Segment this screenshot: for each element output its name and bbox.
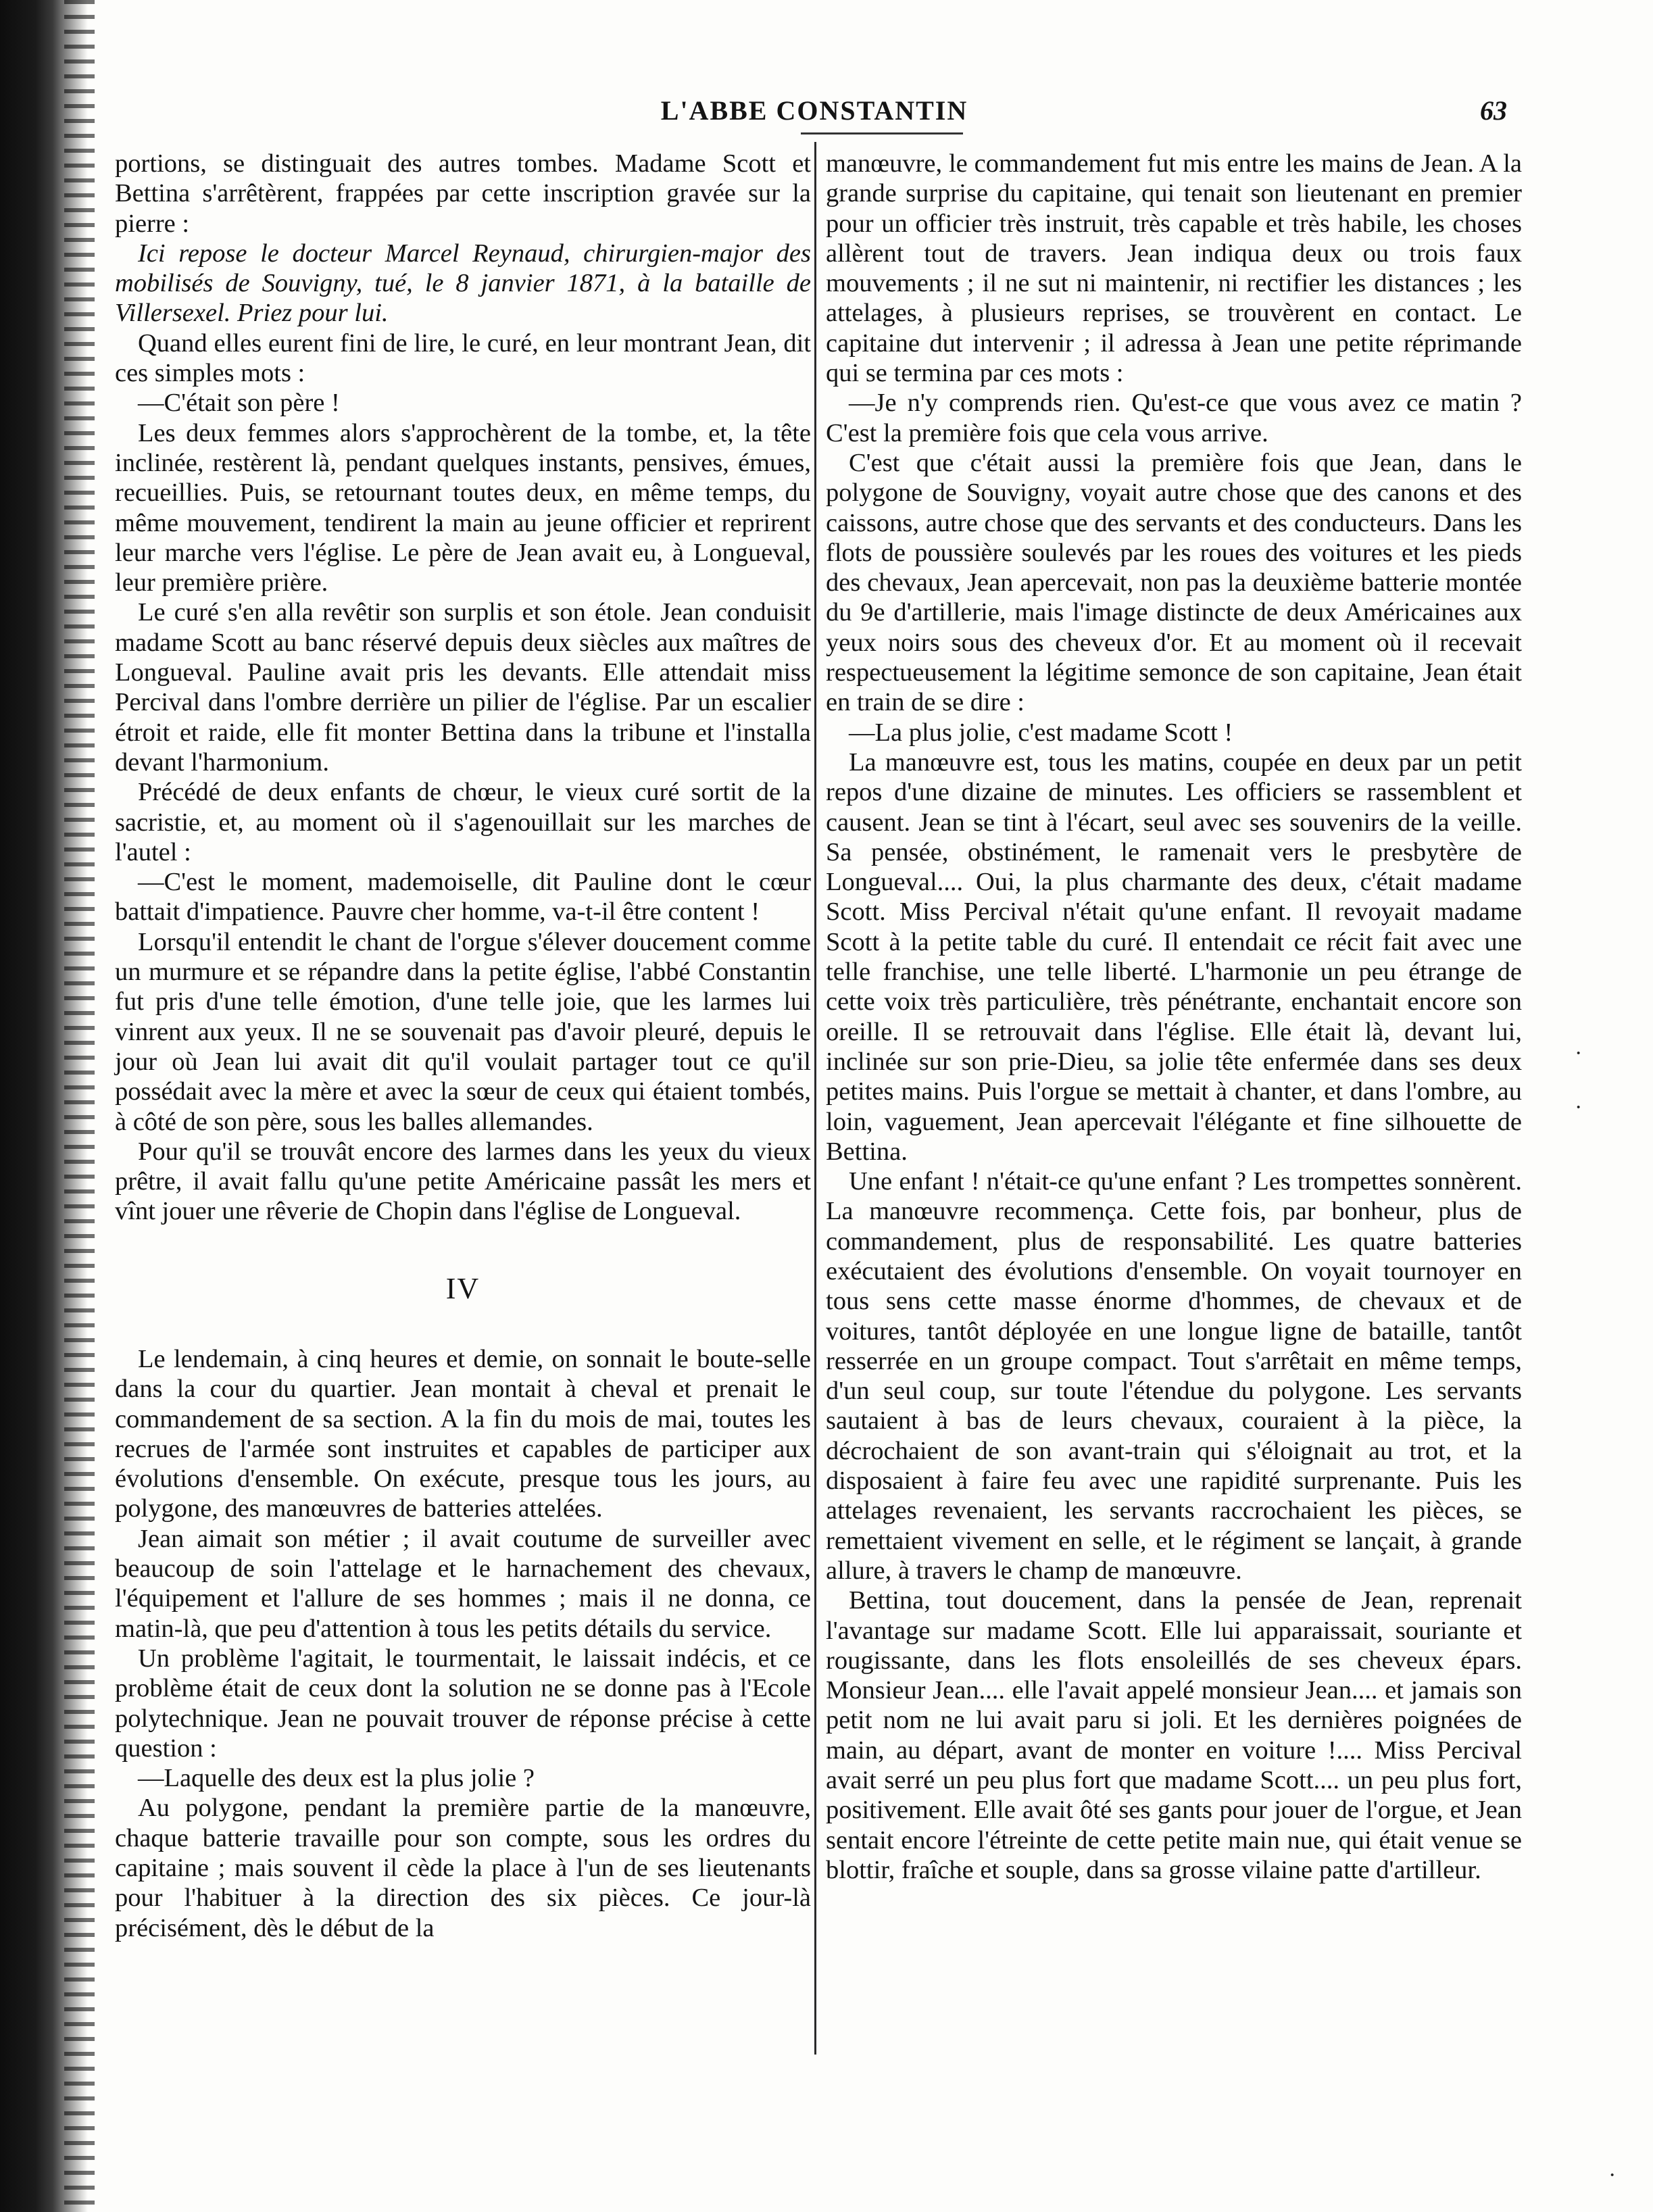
paragraph: C'est que c'était aussi la première fois que Jean, dans le polygone de Souvigny, voyait autre chose que des canons et des caissons, autre chose que des servants et des conducteurs. Dans les flots de poussière soulevés par les roues des voitures et les pieds des chevaux, Jean apercevait, non pas la deuxième batterie montée du 9e d'artillerie, mais l'image distincte de deux Américaines aux yeux noirs sous des cheveux d'or. Et au moment où il recevait respectueusement la légitime semonce de son capitaine, Jean était en train de se dire : (826, 448, 1522, 717)
page-number: 63 (1480, 95, 1507, 126)
paragraph: Un problème l'agitait, le tourmentait, le laissait indécis, et ce problème était de ceux dont la solution ne se donne pas à l'Ecole polytechnique. Jean ne pouvait trouver de réponse précise à cette question : (115, 1644, 811, 1763)
paragraph: Au polygone, pendant la première partie de la manœuvre, chaque batterie travaille pour son compte, sous les ordres du capitaine ; mais souvent il cède la place à l'un de ses lieutenants pour l'habituer à la direction des six pièces. Ce jour-là précisément, dès le début de la (115, 1794, 811, 1942)
chapter-heading: IV (445, 1271, 480, 1305)
margin-speck: · (1575, 1041, 1583, 1066)
paragraph: Le curé s'en alla revêtir son surplis et son étole. Jean conduisit madame Scott au banc réservé depuis deux siècles aux maîtres de Longueval. Pauline avait pris les devants. Elle attendait miss Percival dans l'ombre derrière un pilier de l'église. Par un escalier étroit et raide, elle fit monter Bettina dans la tribune et l'installa devant l'harmonium. (115, 598, 811, 777)
margin-speck: · (1608, 2163, 1617, 2188)
paragraph: manœuvre, le commandement fut mis entre les mains de Jean. A la grande surprise du capitaine, qui tenait son lieutenant en premier pour un officier très instruit, très capable et très habile, les choses allèrent tout de travers. Jean indiqua deux ou trois faux mouvements ; il ne sut ni maintenir, ni rectifier les distances ; les attelages, à plusieurs reprises, se trouvèrent en contact. Le capitaine dut intervenir ; il adressa à Jean une petite réprimande qui se termina par ces mots : (826, 149, 1522, 388)
paragraph: Pour qu'il se trouvât encore des larmes dans les yeux du vieux prêtre, il avait fallu qu'une petite Américaine passât les mers et vînt jouer une rêverie de Chopin dans l'église de Longueval. (115, 1137, 811, 1226)
paragraph: Les deux femmes alors s'approchèrent de la tombe, et, la tête inclinée, restèrent là, pendant quelques instants, pensives, émues, recueillies. Puis, se retournant toutes deux, en même temps, du même mouvement, tendirent la main au jeune officier et reprirent leur marche vers l'église. Le père de Jean avait eu, à Longueval, leur première prière. (115, 418, 811, 597)
paragraph: Le lendemain, à cinq heures et demie, on sonnait le boute-selle dans la cour du quartier. Jean montait à cheval et prenait le commandement de sa section. A la fin du mois de mai, toutes les recrues de l'armée sont instruites et capables de participer aux évolutions d'ensemble. On exécute, presque tous les jours, au polygone, des manœuvres de batteries attelées. (115, 1344, 811, 1523)
paragraph: Lorsqu'il entendit le chant de l'orgue s'élever doucement comme un murmure et se répandre dans la petite église, l'abbé Constantin fut pris d'une telle émotion, d'une telle joie, que les larmes lui vinrent aux yeux. Il ne se souvenait pas d'avoir pleuré, depuis le jour où Jean lui avait dit qu'il voulait partager tout ce qu'il possédait avec la mère et avec la sœur de ceux qui étaient tombés, à côté de son père, sous les balles allemandes. (115, 927, 811, 1136)
left-column (115, 149, 811, 1943)
spine-scan-noise (64, 0, 95, 2212)
column-divider (814, 142, 816, 2055)
running-title: L'ABBE CONSTANTIN (660, 95, 968, 126)
dialogue-line: —Laquelle des deux est la plus jolie ? (138, 1764, 535, 1793)
page-header (122, 95, 1507, 128)
margin-speck: · (1575, 1095, 1583, 1120)
paragraph: Une enfant ! n'était-ce qu'une enfant ? Les trompettes sonnèrent. La manœuvre recommença. Cette fois, par bonheur, plus de commandement, plus de responsabilité. Les quatre batteries exécutaient des évolutions d'ensemble. On voyait tournoyer en tous sens cette masse énorme d'hommes, de chevaux et de voitures, tantôt déployée en une longue ligne de bataille, tantôt resserrée en un groupe compact. Tout s'arrêtait en même temps, d'un seul coup, sur toute l'étendue du polygone. Les servants sautaient à bas de leurs chevaux, couraient à la pièce, la décrochaient de son avant-train qui s'éloignait au trot, et la disposaient à faire feu avec une rapidité surprenante. Puis les attelages revenaient, les servants raccrochaient les pièces, se remettaient vivement en selle, et le régiment se lançait, à grande allure, à travers le champ de manœuvre. (826, 1167, 1522, 1585)
paragraph: portions, se distinguait des autres tombes. Madame Scott et Bettina s'arrêtèrent, frappées par cette inscription gravée sur la pierre : (115, 149, 811, 238)
dialogue-line: —Je n'y comprends rien. Qu'est-ce que vous avez ce matin ? C'est la première fois que cela vous arrive. (826, 389, 1522, 447)
paragraph: Quand elles eurent fini de lire, le curé, en leur montrant Jean, dit ces simples mots : (115, 328, 811, 388)
dialogue-line: —C'est le moment, mademoiselle, dit Pauline dont le cœur battait d'impatience. Pauvre cher homme, va-t-il être content ! (115, 868, 811, 927)
right-column (826, 149, 1522, 1885)
paragraph: Jean aimait son métier ; il avait coutume de surveiller avec beaucoup de soin l'attelage et le harnachement des chevaux, l'équipement et l'allure de ses hommes ; mais il ne donna, ce matin-là, que peu d'attention à tous les petits détails du service. (115, 1524, 811, 1643)
header-rule (801, 132, 963, 134)
paragraph: La manœuvre est, tous les matins, coupée en deux par un petit repos d'une dizaine de minutes. Les officiers se rassemblent et causent. Jean se tint à l'écart, seul avec ses souvenirs de la veille. Sa pensée, obstinément, le ramenait vers le presbytère de Longueval.... Oui, la plus charmante des deux, c'était madame Scott. Miss Percival n'était qu'une enfant. Il revoyait madame Scott à la petite table du curé. Il entendait ce récit fait avec une telle franchise, une telle liberté. L'harmonie un peu étrange de cette voix très particulière, très pénétrante, enchantait encore son oreille. Il se retrouvait dans l'église. Elle était là, devant lui, inclinée sur son prie-Dieu, sa jolie tête enfermée dans ses deux petites mains. Puis l'orgue se mettait à chanter, et dans l'ombre, au loin, vaguement, Jean apercevait l'élégante et fine silhouette de Bettina. (826, 747, 1522, 1166)
paragraph: Précédé de deux enfants de chœur, le vieux curé sortit de la sacristie, et, au moment où il s'agenouillait sur les marches de l'autel : (115, 778, 811, 866)
epitaph-inscription: Ici repose le docteur Marcel Reynaud, chirurgien-major des mobilisés de Souvigny, tué, le 8 janvier 1871, à la bataille de Villersexel. Priez pour lui. (115, 239, 811, 328)
paragraph: Bettina, tout doucement, dans la pensée de Jean, reprenait l'avantage sur madame Scott. Elle lui apparaissait, souriante et rougissante, dans les flots ensoleillés de ses cheveux épars. Monsieur Jean.... elle l'avait appelé monsieur Jean.... et jamais son petit nom ne lui avait paru si joli. Et les dernières poignées de main, au départ, avant de monter en voiture !.... Miss Percival avait serré un peu plus fort que madame Scott.... un peu plus fort, positivement. Elle avait ôté ses gants pour jouer de l'orgue, et Jean sentait encore l'étreinte de cette petite main nue, qui était venue se blottir, fraîche et souple, dans sa grosse vilaine patte d'artilleur. (826, 1586, 1522, 1884)
dialogue-line: —C'était son père ! (138, 389, 340, 418)
dialogue-line: —La plus jolie, c'est madame Scott ! (849, 718, 1233, 747)
